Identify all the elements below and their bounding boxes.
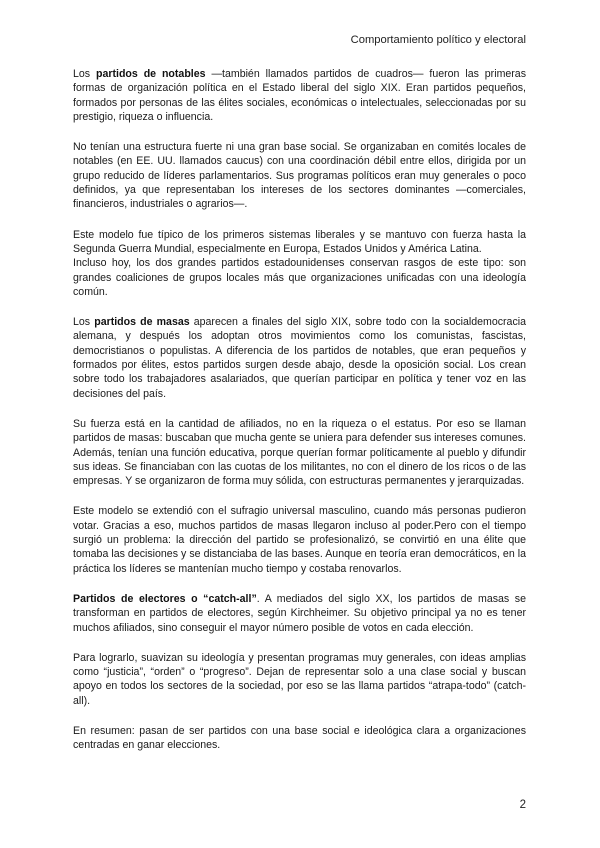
- paragraph-partidos-de-notables: [73, 67, 526, 124]
- paragraph-lead: Los: [73, 68, 96, 80]
- document-body: [73, 67, 526, 769]
- paragraph-ideologia: Para lograrlo, suavizan su ideología y presentan programas muy generales, con ideas amplias como “justicia”, “orden” o “progreso”. Dejan de representar solo a una clase social y buscan apoyo en todos los sectores de la sociedad, por eso se las llama partidos “atrapa-todo” (catch-all).: [73, 651, 526, 707]
- running-header: Comportamiento político y electoral: [350, 34, 526, 46]
- term-partidos-de-electores: Partidos de electores o “catch-all”: [73, 592, 257, 605]
- paragraph-estadounidenses: Incluso hoy, los dos grandes partidos estadounidenses conservan rasgos de este tipo: son grandes coaliciones de grupos locales más que organizaciones unificadas con una ideología común.: [73, 257, 526, 298]
- paragraph-estructura: No tenían una estructura fuerte ni una gran base social. Se organizaban en comités locales de notables (en EE. UU. llamados caucus) con una coordinación débil entre ellos, dirigida por un grupo reducido de líderes parlamentarios. Sus programas políticos eran muy generales o poco definidos, ya que representaban los intereses de los sectores dominantes —comerciales, financieros, industriales o agrarios—.: [73, 141, 526, 211]
- paragraph-catch-all: [73, 592, 526, 635]
- paragraph-text: aparecen a finales del siglo XIX, sobre todo con la socialdemocracia alemana, y después los adoptan otros movimientos como los comunistas, fascistas, democristianos o populistas. A diferencia de los partidos de notables, que eran pequeños y formados por élites, estos partidos surgen desde abajo, desde la oposición social. Los crean sobre todo los trabajadores asalariados, que querían participar en política y tener voz en las decisiones del país.: [73, 316, 526, 400]
- paragraph-resumen: En resumen: pasan de ser partidos con una base social e ideológica clara a organizaciones centradas en ganar elecciones.: [73, 724, 526, 752]
- paragraph-text: . A mediados del siglo XX, los partidos de masas se transforman en partidos de electores, según Kirchheimer. Su objetivo principal ya no es tener muchos afiliados, sino conseguir el mayor número posible de votos en cada elección.: [73, 592, 526, 634]
- paragraph-modelo-liberal: Este modelo fue típico de los primeros sistemas liberales y se mantuvo con fuerza hasta la Segunda Guerra Mundial, especialmente en Europa, Estados Unidos y América Latina.: [73, 228, 526, 255]
- term-partidos-de-notables: partidos de notables: [96, 68, 206, 80]
- paragraph-partidos-de-masas: [73, 315, 526, 401]
- paragraph-text: —también llamados partidos de cuadros— fueron las primeras formas de organización política en el Estado liberal del siglo XIX. Eran partidos pequeños, formados por personas de las élites sociales, económicas o intelectuales, seleccionadas por su prestigio, riqueza o influencia.: [73, 68, 527, 123]
- page-number: 2: [519, 799, 526, 811]
- paragraph-lead: Los: [73, 316, 95, 329]
- term-partidos-de-masas: partidos de masas: [94, 316, 190, 329]
- paragraph-fuerza-afiliados: Su fuerza está en la cantidad de afiliados, no en la riqueza o el estatus. Por eso se llaman partidos de masas: buscaban que mucha gente se uniera para defender sus intereses comunes. Además, tenían una función educativa, porque querían formar políticamente al pueblo y difundir sus ideas. Se financiaban con las cuotas de los militantes, no con el dinero de los ricos o de las empresas. Y se organizaron de forma muy sólida, con estructuras permanentes y jerarquizadas.: [73, 417, 526, 488]
- paragraph-sufragio: Este modelo se extendió con el sufragio universal masculino, cuando más personas pudieron votar. Gracias a eso, muchos partidos de masas llegaron incluso al poder.Pero con el tiempo surgió un problema: la dirección del partido se profesionalizó, se convirtió en una élite que tomaba las decisiones y se distanciaba de las bases. Aunque en teoría eran democráticos, en la práctica los líderes se mantenían mucho tiempo y costaba renovarlos.: [73, 505, 526, 575]
